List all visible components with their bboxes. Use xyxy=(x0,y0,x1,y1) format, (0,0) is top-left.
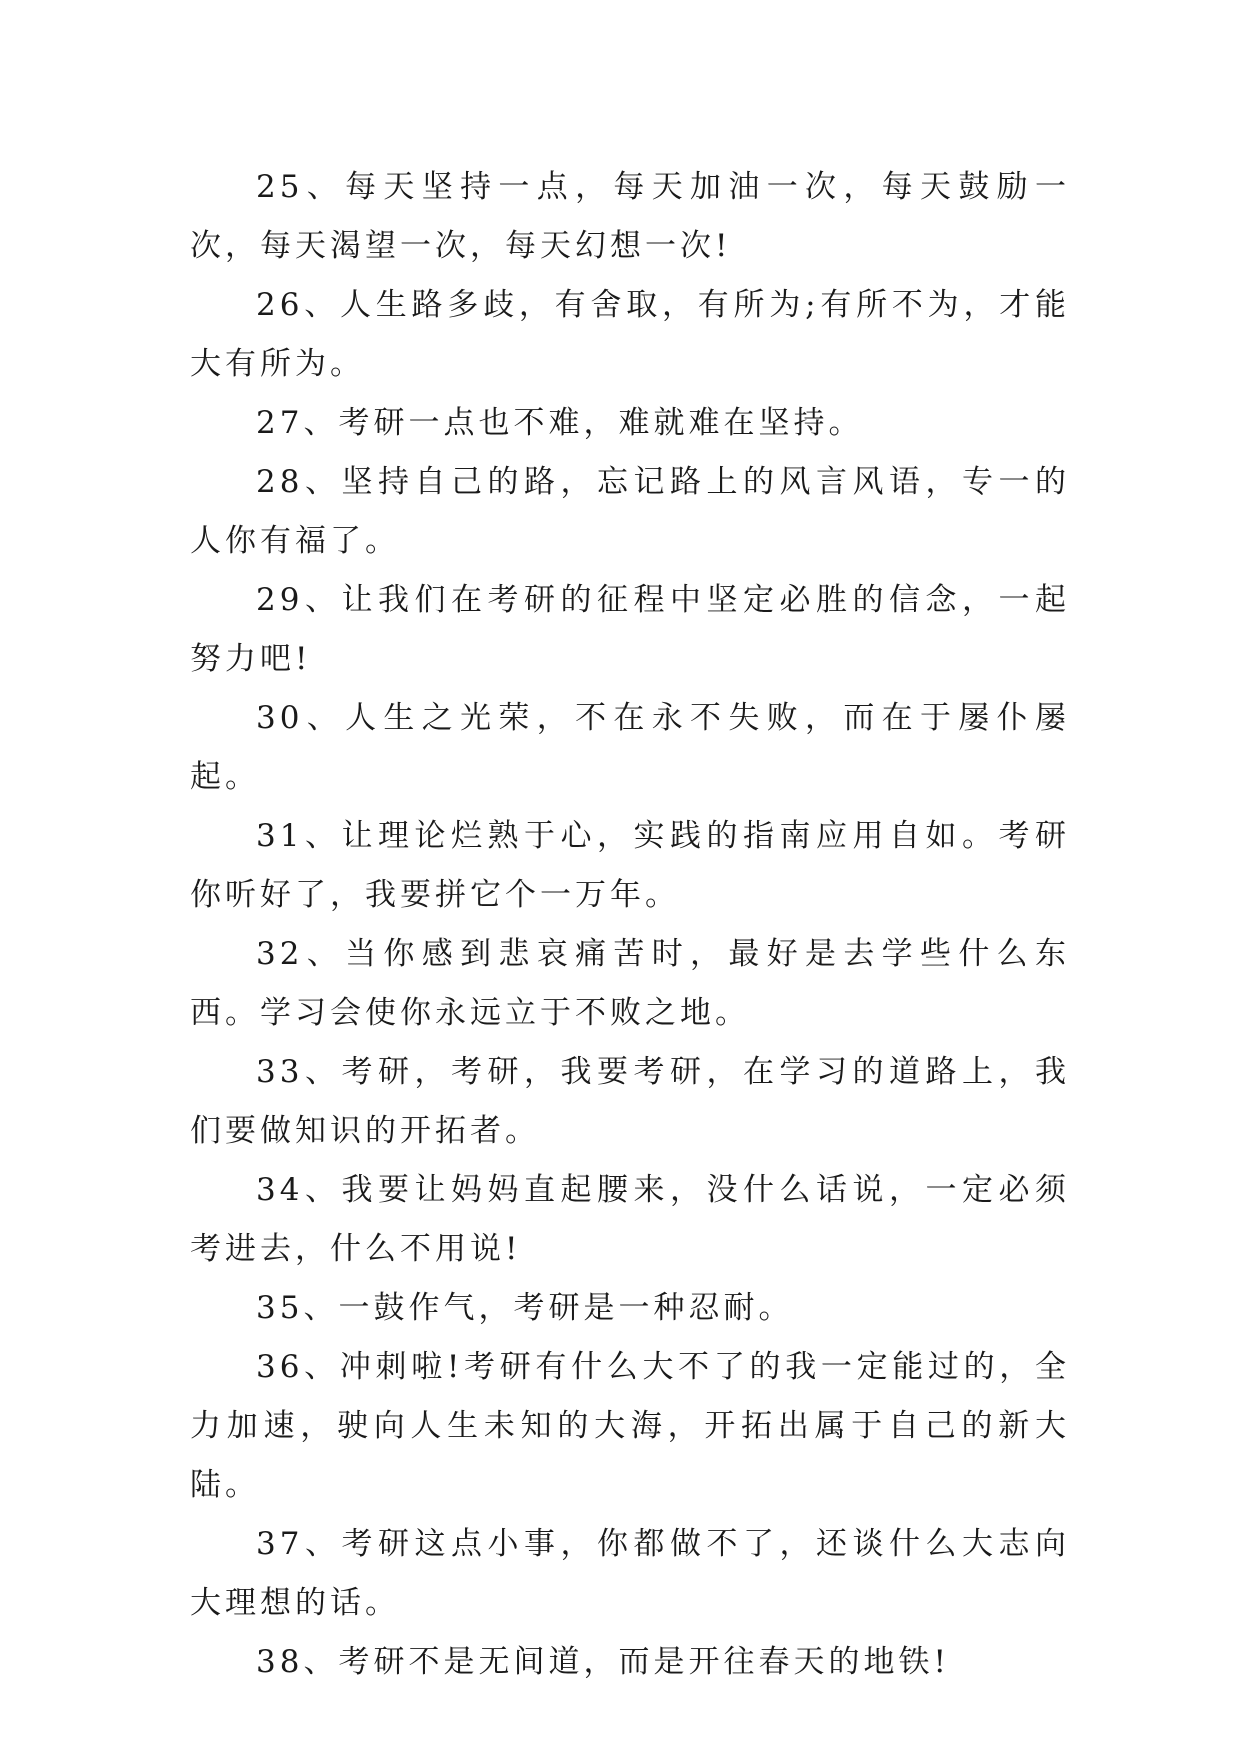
paragraph-26: 26、人生路多歧，有舍取，有所为;有所不为，才能大有所为。 xyxy=(190,287,1070,382)
paragraph-33: 33、考研，考研，我要考研，在学习的道路上，我们要做知识的开拓者。 xyxy=(190,1054,1070,1149)
paragraph-30: 30、人生之光荣，不在永不失败，而在于屡仆屡起。 xyxy=(190,700,1070,795)
paragraph-28: 28、坚持自己的路，忘记路上的风言风语，专一的人你有福了。 xyxy=(190,464,1070,559)
paragraph-38: 38、考研不是无间道，而是开往春天的地铁! xyxy=(256,1644,950,1680)
paragraph-32: 32、当你感到悲哀痛苦时，最好是去学些什么东西。学习会使你永远立于不败之地。 xyxy=(190,936,1070,1031)
paragraph-35: 35、一鼓作气，考研是一种忍耐。 xyxy=(256,1290,794,1326)
document-body xyxy=(190,158,1070,1692)
paragraph-29: 29、让我们在考研的征程中坚定必胜的信念，一起努力吧! xyxy=(190,582,1070,677)
paragraph-34: 34、我要让妈妈直起腰来，没什么话说，一定必须考进去，什么不用说! xyxy=(190,1172,1070,1267)
paragraph-37: 37、考研这点小事，你都做不了，还谈什么大志向大理想的话。 xyxy=(190,1526,1070,1621)
paragraph-36: 36、冲刺啦!考研有什么大不了的我一定能过的，全力加速，驶向人生未知的大海，开拓出属于自己的新大陆。 xyxy=(190,1349,1070,1503)
paragraph-31: 31、让理论烂熟于心，实践的指南应用自如。考研你听好了，我要拼它个一万年。 xyxy=(190,818,1070,913)
paragraph-25: 25、每天坚持一点，每天加油一次，每天鼓励一次，每天渴望一次，每天幻想一次! xyxy=(190,169,1070,264)
paragraph-27: 27、考研一点也不难，难就难在坚持。 xyxy=(256,405,864,441)
